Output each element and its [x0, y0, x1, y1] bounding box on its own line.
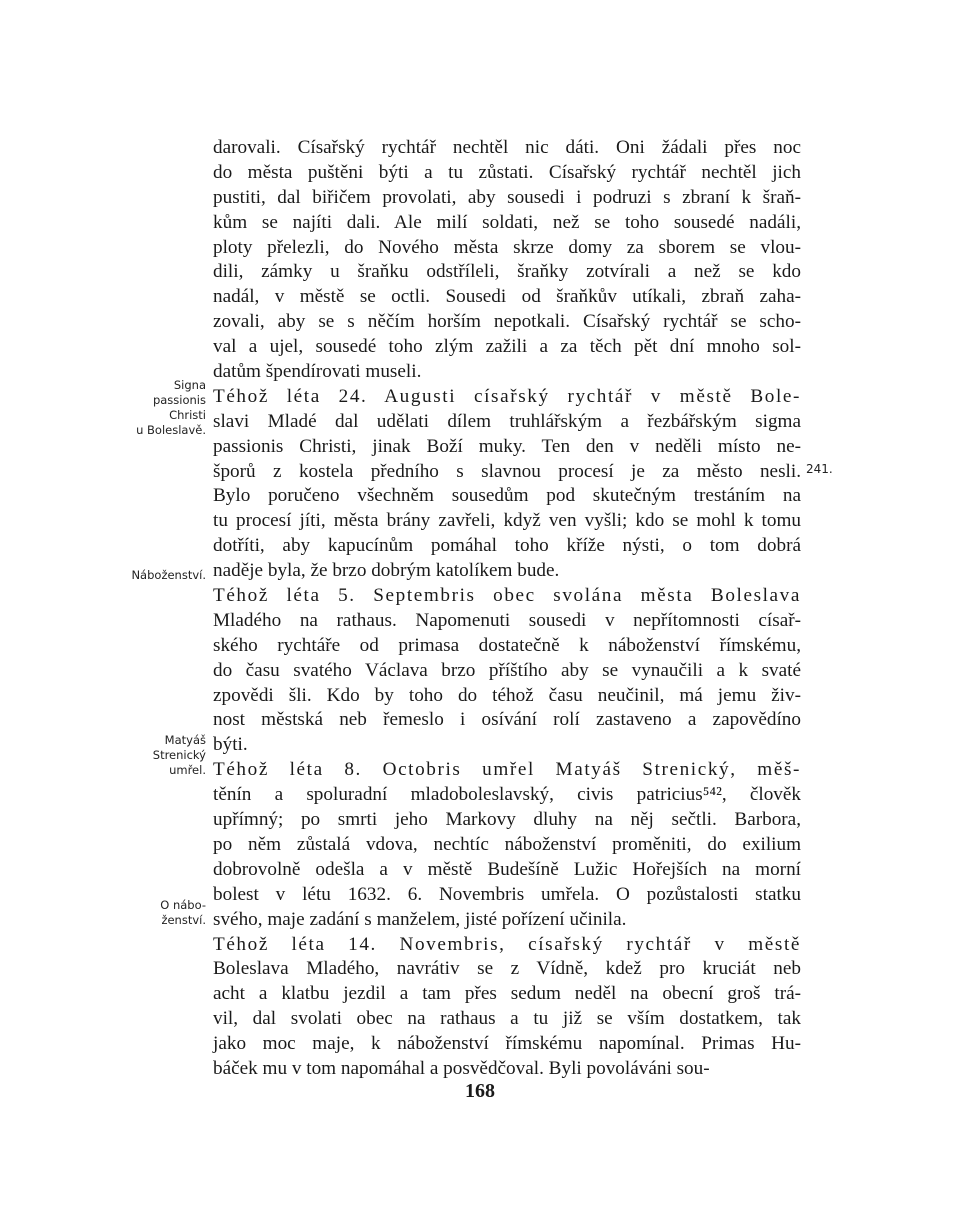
- text-line: po něm zůstalá vdova, nechtíc náboženství proměniti, do exilium: [213, 833, 801, 855]
- margin-note-line: umřel.: [169, 763, 206, 777]
- margin-note-line: Signa: [173, 378, 206, 392]
- text-line: dili, zámky u šraňku odstříleli, šraňky zotvírali a než se kdo: [213, 261, 801, 283]
- text-line: do času svatého Václava brzo příštího aby se vynaučili a k svaté: [213, 659, 801, 681]
- text-line: nost městská neb řemeslo i osívání rolí zastaveno a zapovědíno: [213, 709, 801, 731]
- text-line: bolest v létu 1632. 6. Novembris umřela. O pozůstalosti statku: [213, 883, 801, 905]
- margin-note-nabozenstvi: [100, 568, 206, 583]
- text-line: báček mu v tom napomáhal a posvědčoval. Byli povoláváni sou-: [213, 1057, 710, 1079]
- body-text: [213, 136, 801, 1082]
- margin-note-line: Christi: [169, 408, 206, 422]
- text-line: Bylo poručeno všechněm sousedům pod skutečným trestáním na: [213, 485, 801, 507]
- right-margin-note: 241.: [806, 462, 833, 476]
- margin-note-line: ženství.: [161, 913, 206, 927]
- text-line: pustiti, dal biřičem provolati, aby sousedi i podruzi s zbraní k šraň-: [213, 186, 801, 208]
- text-line: těnín a spoluradní mladoboleslavský, civis patricius⁵⁴², člověk: [213, 784, 801, 806]
- text-line: Téhož léta 14. Novembris, císařský rychtář v městě: [213, 933, 801, 955]
- text-line: jako moc maje, k náboženství římskému napomínal. Primas Hu-: [213, 1033, 801, 1055]
- text-line: vil, dal svolati obec na rathaus a tu již se vším dostatkem, tak: [213, 1008, 801, 1030]
- text-line: naděje byla, že brzo dobrým katolíkem bude.: [213, 560, 560, 582]
- margin-note-signa: [112, 378, 206, 438]
- text-line: Mladého na rathaus. Napomenuti sousedi v nepřítomnosti císař-: [213, 609, 801, 631]
- text-line: upřímný; po smrti jeho Markovy dluhy na něj sečtli. Barbora,: [213, 809, 801, 831]
- text-line: ského rychtáře od primasa dostatečně k náboženství římskému,: [213, 634, 801, 656]
- text-line: val a ujel, sousedé toho zlým zažili a za těch pět dní mnoho sol-: [213, 336, 801, 358]
- text-line: passionis Christi, jinak Boží muky. Ten den v neděli místo ne-: [213, 435, 801, 457]
- text-line: šporů z kostela předního s slavnou procesí je za město nesli.: [213, 460, 801, 482]
- text-line: do města puštěni býti a tu zůstati. Císařský rychtář nechtěl jich: [213, 161, 801, 183]
- text-line: svého, maje zadání s manželem, jisté pořízení učinila.: [213, 908, 627, 930]
- text-line: Téhož léta 8. Octobris umřel Matyáš Strenický, měš-: [213, 759, 801, 781]
- text-line: kům se najíti dali. Ale milí soldati, než se toho sousedé nadáli,: [213, 211, 801, 233]
- margin-note-o-nabozenstvi: [112, 898, 206, 928]
- text-line: dobrovolně odešla a v městě Budešíně Lužic Hořejších na morní: [213, 858, 801, 880]
- text-line: Téhož léta 24. Augusti císařský rychtář v městě Bole-: [213, 385, 801, 407]
- text-line: ploty přelezli, do Nového města skrze domy za sborem se vlou-: [213, 236, 801, 258]
- text-line: nadál, v městě se octli. Sousedi od šraňkův utíkali, zbraň zaha-: [213, 286, 801, 308]
- text-line: býti.: [213, 734, 248, 756]
- page-number: 168: [465, 1080, 495, 1102]
- margin-note-line: Matyáš: [164, 733, 206, 747]
- text-line: Téhož léta 5. Septembris obec svolána města Boleslava: [213, 585, 801, 607]
- margin-note-matyas: [112, 733, 206, 778]
- margin-note-line: u Boleslavě.: [136, 423, 206, 437]
- text-line: tu procesí jíti, města brány zavřeli, když ven vyšli; kdo se mohl k tomu: [213, 510, 801, 532]
- margin-note-line: Náboženství.: [131, 568, 206, 582]
- text-line: darovali. Císařský rychtář nechtěl nic dáti. Oni žádali přes noc: [213, 137, 801, 158]
- margin-note-line: O nábo-: [160, 898, 206, 912]
- margin-note-line: passionis: [152, 393, 206, 407]
- text-line: zovali, aby se s něčím horším nepotkali. Císařský rychtář se scho-: [213, 311, 801, 333]
- text-line: zpovědi šli. Kdo by toho do téhož času neučinil, má jemu živ-: [213, 684, 801, 706]
- text-line: Boleslava Mladého, navrátiv se z Vídně, kdež pro kruciát neb: [213, 958, 801, 980]
- text-line: datům špendírovati museli.: [213, 361, 422, 383]
- text-line: acht a klatbu jezdil a tam přes sedum neděl na obecní groš trá-: [213, 983, 801, 1005]
- text-line: slavi Mladé dal udělati dílem truhlářským a řezbářským sigma: [213, 410, 801, 432]
- margin-note-line: Strenický: [152, 748, 206, 762]
- text-line: dotříti, aby kapucínům pomáhal toho kříže nýsti, o tom dobrá: [213, 535, 801, 557]
